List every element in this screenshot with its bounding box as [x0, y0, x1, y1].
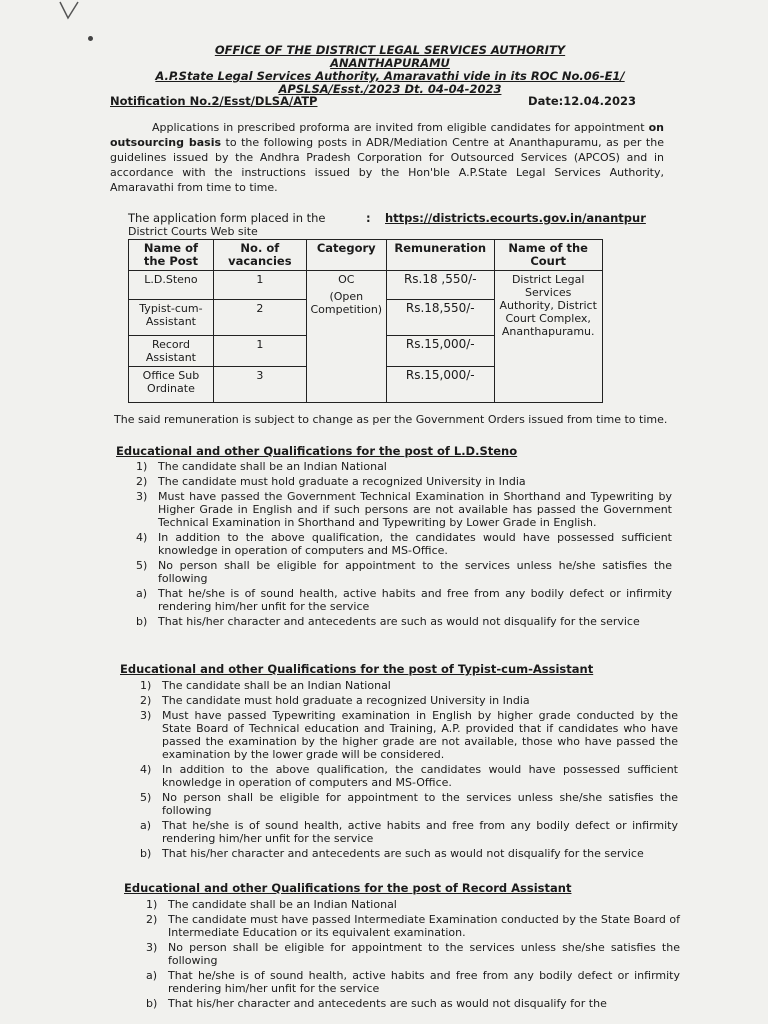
list-item: 3) Must have passed the Government Technical Examination in Shorthand and Typewriting by Higher Grade in English and if such persons are not available has passed the Government Technical Examination in Shorthand and Typewriting by Lower Grade in English. — [136, 490, 672, 529]
application-colon: : — [366, 211, 371, 225]
category-cell: OC (Open Competition) — [306, 271, 386, 403]
list-item: a) That he/she is of sound health, active habits and free from any bodily defect or infirmity rendering him/her unfit for the service — [136, 587, 672, 613]
table-header-row — [129, 240, 768, 271]
table-empty-cell — [602, 300, 768, 336]
list-item: a) That he/she is of sound health, active habits and free from any bodily defect or infirmity rendering him/her unfit for the service — [146, 969, 680, 995]
outsourcing-basis: on outsourcing basis — [110, 121, 664, 149]
ld-steno-qualifications-list — [136, 460, 672, 630]
list-item: 2) The candidate must hold graduate a recognized University in India — [136, 475, 526, 488]
application-label: The application form placed in the — [128, 211, 326, 225]
section-title-record-assistant: Educational and other Qualifications for the post of Record Assistant — [124, 881, 572, 895]
post-name: Office Sub Ordinate — [129, 367, 214, 403]
dot-mark — [88, 36, 93, 41]
post-remuneration: Rs.15,000/- — [386, 367, 494, 403]
header-post: Name of the Post — [129, 240, 214, 271]
typist-qualifications-list — [140, 679, 678, 862]
authority-reference-date: APSLSA/Esst./2023 Dt. 04-04-2023 — [278, 82, 502, 96]
table-row — [129, 300, 768, 336]
authority-reference: A.P.State Legal Services Authority, Amaravathi vide in its ROC No.06-E1/ — [155, 69, 625, 83]
header-vacancies: No. of vacancies — [213, 240, 306, 271]
section-title-ld-steno: Educational and other Qualifications for the post of L.D.Steno — [116, 444, 518, 458]
list-item: 2) The candidate must hold graduate a recognized University in India — [140, 694, 530, 707]
post-vacancies: 1 — [213, 271, 306, 300]
table-empty-cell — [602, 271, 768, 300]
list-item: b) That his/her character and antecedents are such as would not disqualify for the service — [140, 847, 644, 860]
table-empty-cell — [602, 336, 768, 367]
list-item: a) That he/she is of sound health, active habits and free from any bodily defect or infirmity rendering him/her unfit for the service — [140, 819, 678, 845]
list-item: b) That his/her character and antecedents are such as would not disqualify for the — [146, 997, 607, 1010]
office-location: ANANTHAPURAMU — [330, 56, 450, 70]
list-item: 1) The candidate shall be an Indian National — [140, 679, 391, 692]
list-item: 2) The candidate must have passed Intermediate Examination conducted by the State Board of Intermediate Education or its equivalent examination. — [146, 913, 680, 939]
post-vacancies: 2 — [213, 300, 306, 336]
office-title: OFFICE OF THE DISTRICT LEGAL SERVICES AUTHORITY — [214, 43, 566, 57]
court-name: District Legal Services Authority, District Court Complex, Ananthapuramu. — [494, 271, 602, 403]
list-item: 3) Must have passed Typewriting examination in English by higher grade conducted by the State Board of Technical education and Training, A.P. provided that if candidates who have passed the examination by the higher grade are not available, those who have passed the examination by the lower grade will be considered. — [140, 709, 678, 761]
post-name: L.D.Steno — [129, 271, 214, 300]
corner-mark — [58, 0, 82, 22]
post-vacancies: 3 — [213, 367, 306, 403]
application-url-link[interactable]: https://districts.ecourts.gov.in/anantpur — [385, 211, 646, 225]
header-category: Category — [306, 240, 386, 271]
post-vacancies: 1 — [213, 336, 306, 367]
remuneration-note: The said remuneration is subject to change as per the Government Orders issued from time to time. — [114, 413, 668, 426]
list-item: b) That his/her character and antecedents are such as would not disqualify for the service — [136, 615, 640, 628]
post-remuneration: Rs.15,000/- — [386, 336, 494, 367]
section-title-typist: Educational and other Qualifications for the post of Typist-cum-Assistant — [120, 662, 594, 676]
table-row — [129, 367, 768, 403]
post-name: Record Assistant — [129, 336, 214, 367]
list-item: 1) The candidate shall be an Indian National — [136, 460, 387, 473]
notification-date: Date:12.04.2023 — [528, 94, 636, 108]
post-remuneration: Rs.18,550/- — [386, 300, 494, 336]
record-assistant-qualifications-list — [146, 898, 680, 1012]
application-form-line — [128, 211, 668, 225]
table-empty-cell — [602, 240, 768, 271]
header-remuneration: Remuneration — [386, 240, 494, 271]
application-website-label: District Courts Web site — [128, 225, 258, 238]
list-item: 3) No person shall be eligible for appointment to the services unless she/she satisfies the following — [146, 941, 680, 967]
list-item: 5) No person shall be eligible for appointment to the services unless he/she satisfies the following — [136, 559, 672, 585]
table-empty-cell — [602, 367, 768, 403]
header-court: Name of the Court — [494, 240, 602, 271]
list-item: 1) The candidate shall be an Indian National — [146, 898, 397, 911]
table-row — [129, 336, 768, 367]
list-item: 4) In addition to the above qualification, the candidates would have possessed sufficient knowledge in operation of computers and MS-Office. — [136, 531, 672, 557]
intro-paragraph: Applications in prescribed proforma are invited from eligible candidates for appointment on outsourcing basis to the following posts in ADR/Mediation Centre at Ananthapuramu, as per the guidelines issued by the Andhra Pradesh Corporation for Outsourced Services (APCOS) and in accordance with the instructions issued by the Hon'ble A.P.State Legal Services Authority, Amaravathi from time to time. — [110, 121, 664, 194]
notification-number: Notification No.2/Esst/DLSA/ATP — [110, 94, 318, 108]
post-remuneration: Rs.18 ,550/- — [386, 271, 494, 300]
list-item: 4) In addition to the above qualification, the candidates would have possessed sufficient knowledge in operation of computers and MS-Office. — [140, 763, 678, 789]
table-row — [129, 271, 768, 300]
list-item: 5) No person shall be eligible for appointment to the services unless she/she satisfies the following — [140, 791, 678, 817]
posts-table — [128, 239, 768, 403]
post-name: Typist-cum-Assistant — [129, 300, 214, 336]
